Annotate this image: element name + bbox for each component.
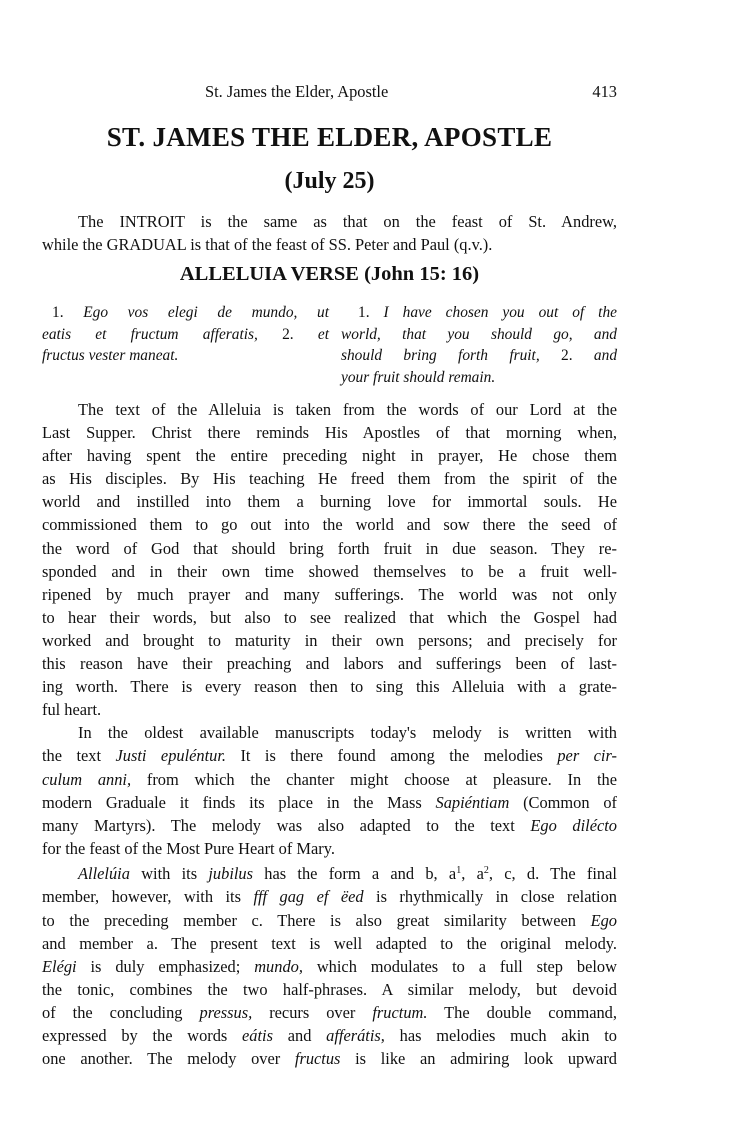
text-line: modern Graduale it finds its place in the Mass Sapiéntiam (Common of [42, 792, 617, 812]
text-line: ful heart. [42, 700, 102, 720]
text-line: of the concluding pressus, recurs over fructum. The double command, [42, 1002, 617, 1022]
verse-number: 1. [358, 304, 370, 321]
intro-paragraph [42, 210, 617, 256]
text-line: many Martyrs). The melody was also adapted to the text Ego diléctо [42, 815, 617, 835]
text-line: member, however, with its fff gag ef ëed is rhythmically in close relation [42, 887, 617, 907]
text-line: this reason have their preaching and labors and sufferings been of last- [42, 654, 617, 674]
running-head [42, 82, 617, 102]
text-line: Elégi is duly emphasized; mundo, which modulates to a full step below [42, 956, 617, 976]
verse-english-column [341, 302, 617, 388]
intro-line: while the GRADUAL is that of the feast of SS. Peter and Paul (q.v.). [42, 235, 493, 254]
text-line: as His disciples. By His teaching He freed them from the spirit of the [42, 469, 617, 489]
text-line: to hear their words, but also to see realized that which the Gospel had [42, 607, 617, 627]
feast-date: (July 25) [284, 168, 375, 194]
text-line: commissioned them to go out into the world and sow there the seed of [42, 515, 617, 535]
text-line: the tonic, combines the two half-phrases. A similar melody, but devoid [42, 979, 617, 999]
text-line: ing worth. There is every reason then to sing this Alleluia with a grate- [42, 677, 617, 697]
text-line: to the preceding member c. There is also great similarity between Ego [42, 910, 617, 930]
text-line: In the oldest available manuscripts today's melody is written with [78, 723, 617, 743]
text-line: culum anni, from which the chanter might choose at pleasure. In the [42, 769, 617, 789]
text-line: after having spent the entire preceding night in prayer, He chose them [42, 446, 617, 466]
page-number: 413 [592, 82, 617, 101]
text-line: worked and brought to maturity in their own persons; and precisely for [42, 630, 617, 650]
commentary [42, 398, 617, 1070]
text-line: expressed by the words eátis and afferátis, has melodies much akin to [42, 1026, 617, 1046]
text-line: The text of the Alleluia is taken from the words of our Lord at the [78, 400, 617, 419]
text-line: and member a. The present text is well adapted to the original melody. [42, 933, 617, 953]
verse-line: eatis et fructum afferatis, 2. et [42, 325, 329, 343]
text-line: ripened by much prayer and many sufferings. The world was not only [42, 584, 617, 604]
verse-line: should bring forth fruit, 2. and [341, 347, 618, 364]
text-line: world and instilled into them a burning love for immortal souls. He [42, 492, 617, 512]
verse-line: fructus vester maneat. [42, 347, 179, 364]
verse-line: world, that you should go, and [341, 325, 617, 343]
verse-line: 1. Ego vos elegi de mundo, ut [42, 302, 329, 324]
section-heading: ALLELUIA VERSE (John 15: 16) [179, 263, 480, 285]
verse-line: 1. I have chosen you out of the [341, 302, 617, 324]
verse-number: 2. [282, 325, 294, 343]
text-line: the word of God that should bring forth fruit in due season. They re- [42, 538, 617, 558]
verse-number: 1. [52, 304, 64, 321]
verse-line: your fruit should remain. [341, 368, 496, 386]
verse-latin-column [42, 302, 329, 367]
text-line: the text Justi epuléntur. It is there found among the melodies per cir- [42, 746, 617, 766]
text-line: Allelúia with its jubilus has the form a and b, $a^1$, $a^2$, c, d. The final [78, 863, 617, 883]
verse-number: 2. [561, 347, 573, 364]
text-line: Last Supper. Christ there reminds His Apostles of that morning when, [42, 423, 617, 443]
text-line: sponded and in their own time showed themselves to be a fruit well- [42, 561, 617, 581]
running-title: St. James the Elder, Apostle [205, 82, 389, 101]
text-line: for the feast of the Most Pure Heart of Mary. [42, 838, 335, 858]
page-title: ST. JAMES THE ELDER, APOSTLE [106, 122, 553, 152]
text-line: one another. The melody over fructus is like an admiring look upward [42, 1049, 617, 1069]
intro-line: The INTROIT is the same as that on the feast of St. Andrew, [78, 212, 617, 231]
